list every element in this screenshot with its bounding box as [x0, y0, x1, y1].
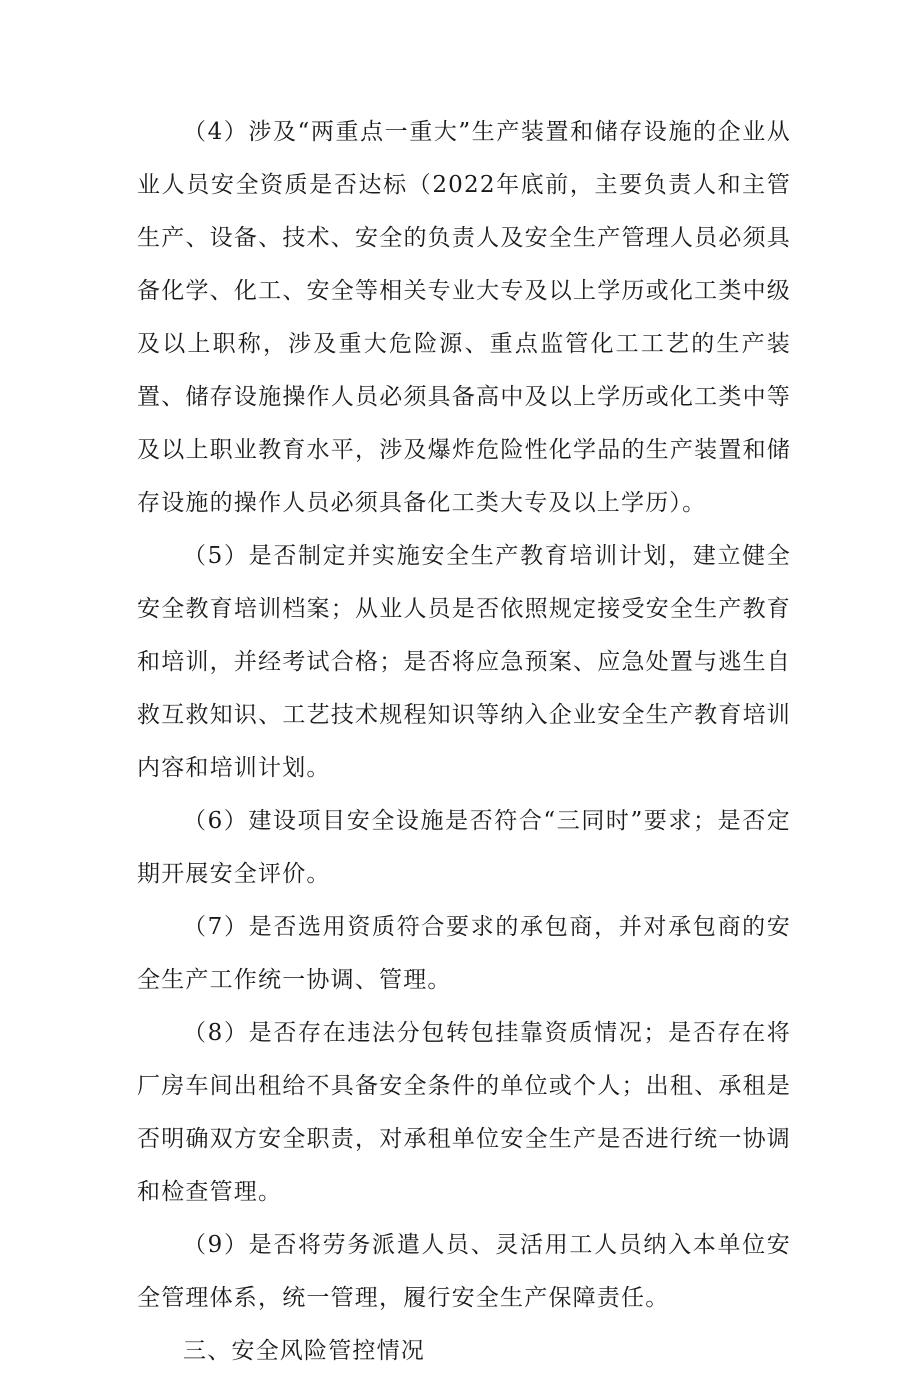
document-body — [137, 106, 791, 1378]
paragraph-item-8: （8）是否存在违法分包转包挂靠资质情况；是否存在将厂房车间出租给不具备安全条件的单位或个人；出租、承租是否明确双方安全职责，对承租单位安全生产是否进行统一协调和检查管理。 — [137, 1020, 791, 1205]
paragraph-item-7: （7）是否选用资质符合要求的承包商，并对承包商的安全生产工作统一协调、管理。 — [137, 914, 791, 993]
paragraph-item-4: （4）涉及“两重点一重大”生产装置和储存设施的企业从业人员安全资质是否达标（2022年底前，主要负责人和主管生产、设备、技术、安全的负责人及安全生产管理人员必须具备化学、化工、安全等相关专业大专及以上学历或化工类中级及以上职称，涉及重大危险源、重点监管化工工艺的生产装置、储存设施操作人员必须具备高中及以上学历或化工类中等及以上职业教育水平，涉及爆炸危险性化学品的生产装置和储存设施的操作人员必须具备化工类大专及以上学历）。 — [137, 119, 791, 516]
paragraph-item-6: （6）建设项目安全设施是否符合“三同时”要求；是否定期开展安全评价。 — [137, 808, 791, 887]
section-heading: 三、安全风险管控情况 — [183, 1338, 425, 1364]
paragraph-item-9: （9）是否将劳务派遣人员、灵活用工人员纳入本单位安全管理体系，统一管理，履行安全生产保障责任。 — [137, 1232, 791, 1311]
paragraph-item-5: （5）是否制定并实施安全生产教育培训计划，建立健全安全教育培训档案；从业人员是否依照规定接受安全生产教育和培训，并经考试合格；是否将应急预案、应急处置与逃生自救互救知识、工艺技术规程知识等纳入企业安全生产教育培训内容和培训计划。 — [137, 543, 791, 781]
